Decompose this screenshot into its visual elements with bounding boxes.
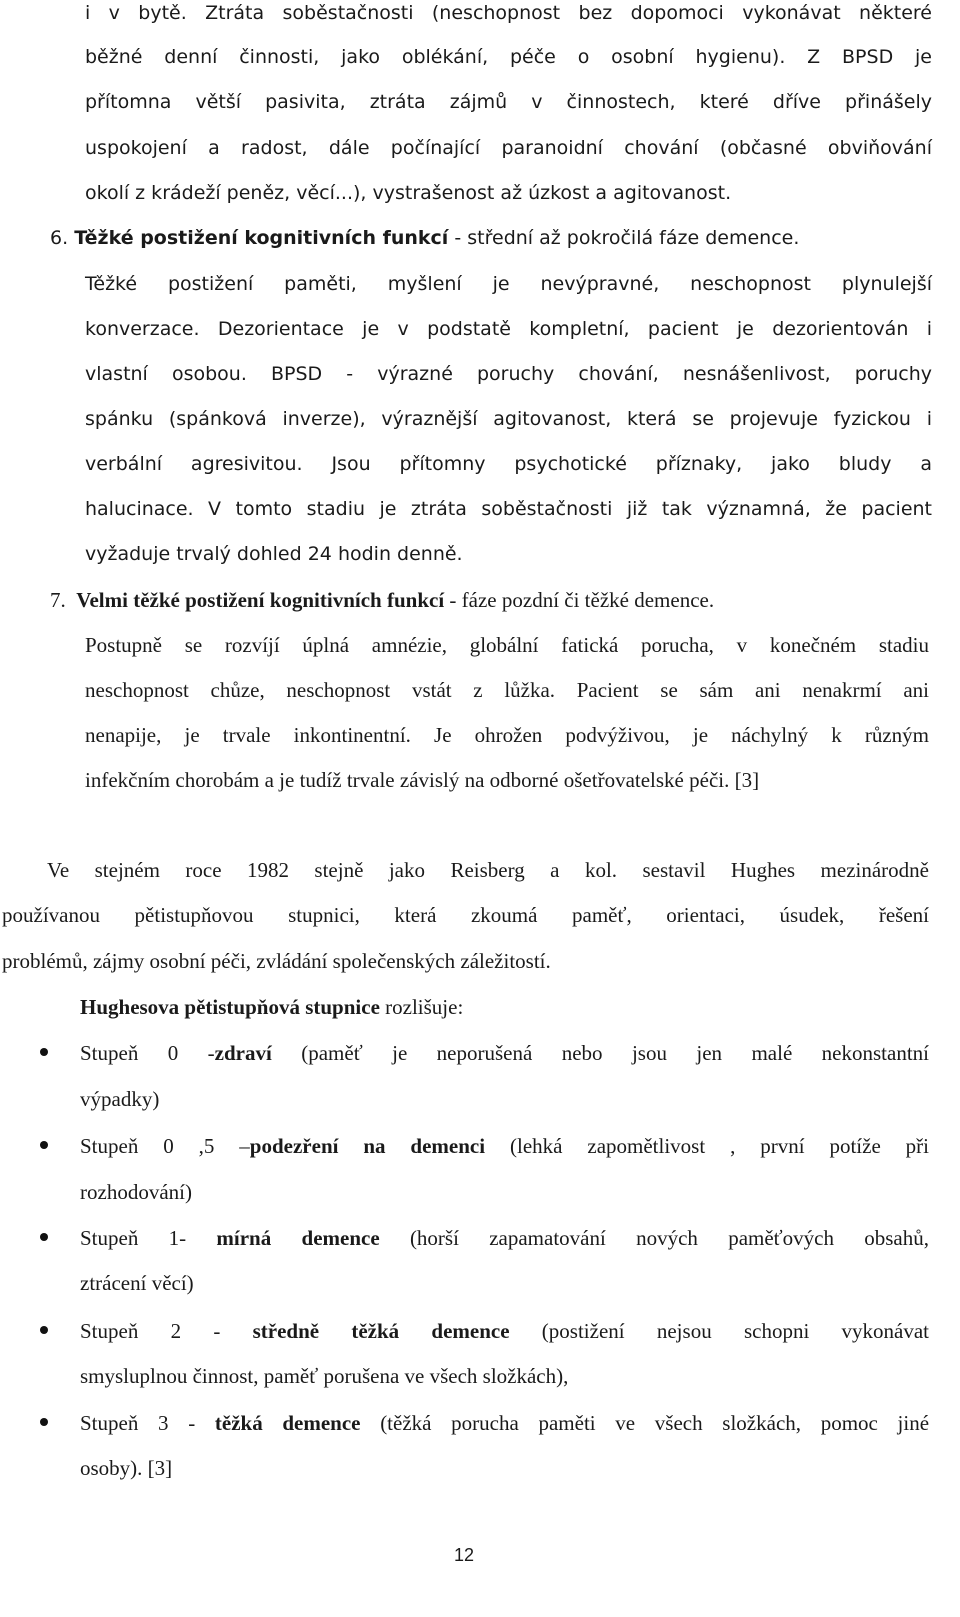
item6-line-3: vlastní osobou. BPSD - výrazné poruchy chování, nesnášenlivost, poruchy (85, 363, 932, 385)
bullet-dot-icon (40, 1418, 48, 1426)
bullet-4-term: těžká demence (214, 1411, 361, 1435)
scale-intro (80, 994, 463, 1020)
scale-intro-rest: rozlišuje: (379, 995, 464, 1019)
bullet-3-desc: (postižení nejsou schopni vykonávat (509, 1319, 930, 1343)
page-number: 12 (454, 1545, 475, 1565)
item6-number: 6. (50, 227, 69, 249)
item5-line-3: přítomna větší pasivita, ztráta zájmů v činnostech, které dříve přinášely (85, 91, 932, 113)
item7-heading-rest: - fáze pozdní či těžké demence. (444, 588, 715, 612)
scale-title: Hughesova pětistupňová stupnice (80, 995, 380, 1019)
bullet-1-cont: rozhodování) (80, 1180, 192, 1204)
bullet-item-4 (80, 1410, 929, 1436)
bullet-2-pre: Stupeň 1- (80, 1226, 217, 1250)
bullet-dot-icon (40, 1048, 48, 1056)
bullet-3-term: středně těžká demence (252, 1319, 510, 1343)
item5-line-2: běžné denní činnosti, jako oblékání, péče o osobní hygienu). Z BPSD je (85, 46, 932, 68)
item6-heading-line (50, 225, 799, 251)
bullet-4-pre: Stupeň 3 - (80, 1411, 215, 1435)
bullet-item-0 (80, 1040, 929, 1066)
bullet-dot-icon (40, 1233, 48, 1241)
bullet-1-desc: (lehká zapomětlivost , první potíže při (485, 1134, 929, 1158)
paragraph-line-1: Ve stejném roce 1982 stejně jako Reisberg a kol. sestavil Hughes mezinárodně (47, 858, 929, 882)
bullet-0-term: zdraví (214, 1041, 272, 1065)
bullet-4-cont: osoby). [3] (80, 1456, 173, 1480)
item7-line-2: neschopnost chůze, neschopnost vstát z lůžka. Pacient se sám ani nenakrmí ani (85, 678, 929, 702)
bullet-0-cont: výpadky) (80, 1087, 160, 1111)
item6-line-2: konverzace. Dezorientace je v podstatě kompletní, pacient je dezorientován i (85, 318, 932, 340)
bullet-2-cont: ztrácení věcí) (80, 1271, 194, 1295)
item6-line-1: Těžké postižení paměti, myšlení je nevýpravné, neschopnost plynulejší (85, 273, 932, 295)
bullet-4-desc: (těžká porucha paměti ve všech složkách, pomoc jiné (360, 1411, 930, 1435)
item6-line-4: spánku (spánková inverze), výraznější agitovanost, která se projevuje fyzickou i (85, 408, 932, 430)
bullet-0-desc: (paměť je neporušená nebo jsou jen malé nekonstantní (271, 1041, 930, 1065)
bullet-3-cont: smysluplnou činnost, paměť porušena ve všech složkách), (80, 1364, 569, 1388)
bullet-item-3 (80, 1318, 929, 1344)
item6-heading-rest: - střední až pokročilá fáze demence. (448, 227, 800, 249)
bullet-dot-icon (40, 1141, 48, 1149)
item6-heading: Těžké postižení kognitivních funkcí (74, 227, 449, 249)
item7-line-1: Postupně se rozvíjí úplná amnézie, globální fatická porucha, v konečném stadiu (85, 633, 929, 657)
item5-line-1: i v bytě. Ztráta soběstačnosti (neschopnost bez dopomoci vykonávat některé (85, 2, 932, 24)
item7-number: 7. (50, 588, 66, 612)
item5-line-4: uspokojení a radost, dále počínající paranoidní chování (občasné obviňování (85, 137, 932, 159)
paragraph-line-3: problémů, zájmy osobní péči, zvládání společenských záležitostí. (2, 949, 551, 973)
bullet-1-pre: Stupeň 0 ,5 – (80, 1134, 250, 1158)
bullet-item-2 (80, 1225, 929, 1251)
bullet-item-1 (80, 1133, 929, 1159)
item6-line-6: halucinace. V tomto stadiu je ztráta soběstačnosti již tak významná, že pacient (85, 498, 932, 520)
bullet-0-pre: Stupeň 0 - (80, 1041, 215, 1065)
item5-line-5: okolí z krádeží peněz, věcí...), vystrašenost až úzkost a agitovanost. (85, 182, 732, 204)
bullet-1-term: podezření na demenci (249, 1134, 486, 1158)
item7-heading-line (50, 587, 714, 613)
paragraph-line-2: používanou pětistupňovou stupnici, která zkoumá paměť, orientaci, úsudek, řešení (2, 903, 929, 927)
bullet-3-pre: Stupeň 2 - (80, 1319, 253, 1343)
bullet-2-term: mírná demence (216, 1226, 380, 1250)
item6-line-5: verbální agresivitou. Jsou přítomny psychotické příznaky, jako bludy a (85, 453, 932, 475)
item7-heading: Velmi těžké postižení kognitivních funkcí (76, 588, 445, 612)
item7-line-3: nenapije, je trvale inkontinentní. Je ohrožen podvýživou, je náchylný k různým (85, 723, 929, 747)
item6-line-7: vyžaduje trvalý dohled 24 hodin denně. (85, 543, 463, 565)
bullet-2-desc: (horší zapamatování nových paměťových obsahů, (379, 1226, 930, 1250)
item7-line-4: infekčním chorobám a je tudíž trvale závislý na odborné ošetřovatelské péči. [3] (85, 768, 760, 792)
bullet-dot-icon (40, 1326, 48, 1334)
